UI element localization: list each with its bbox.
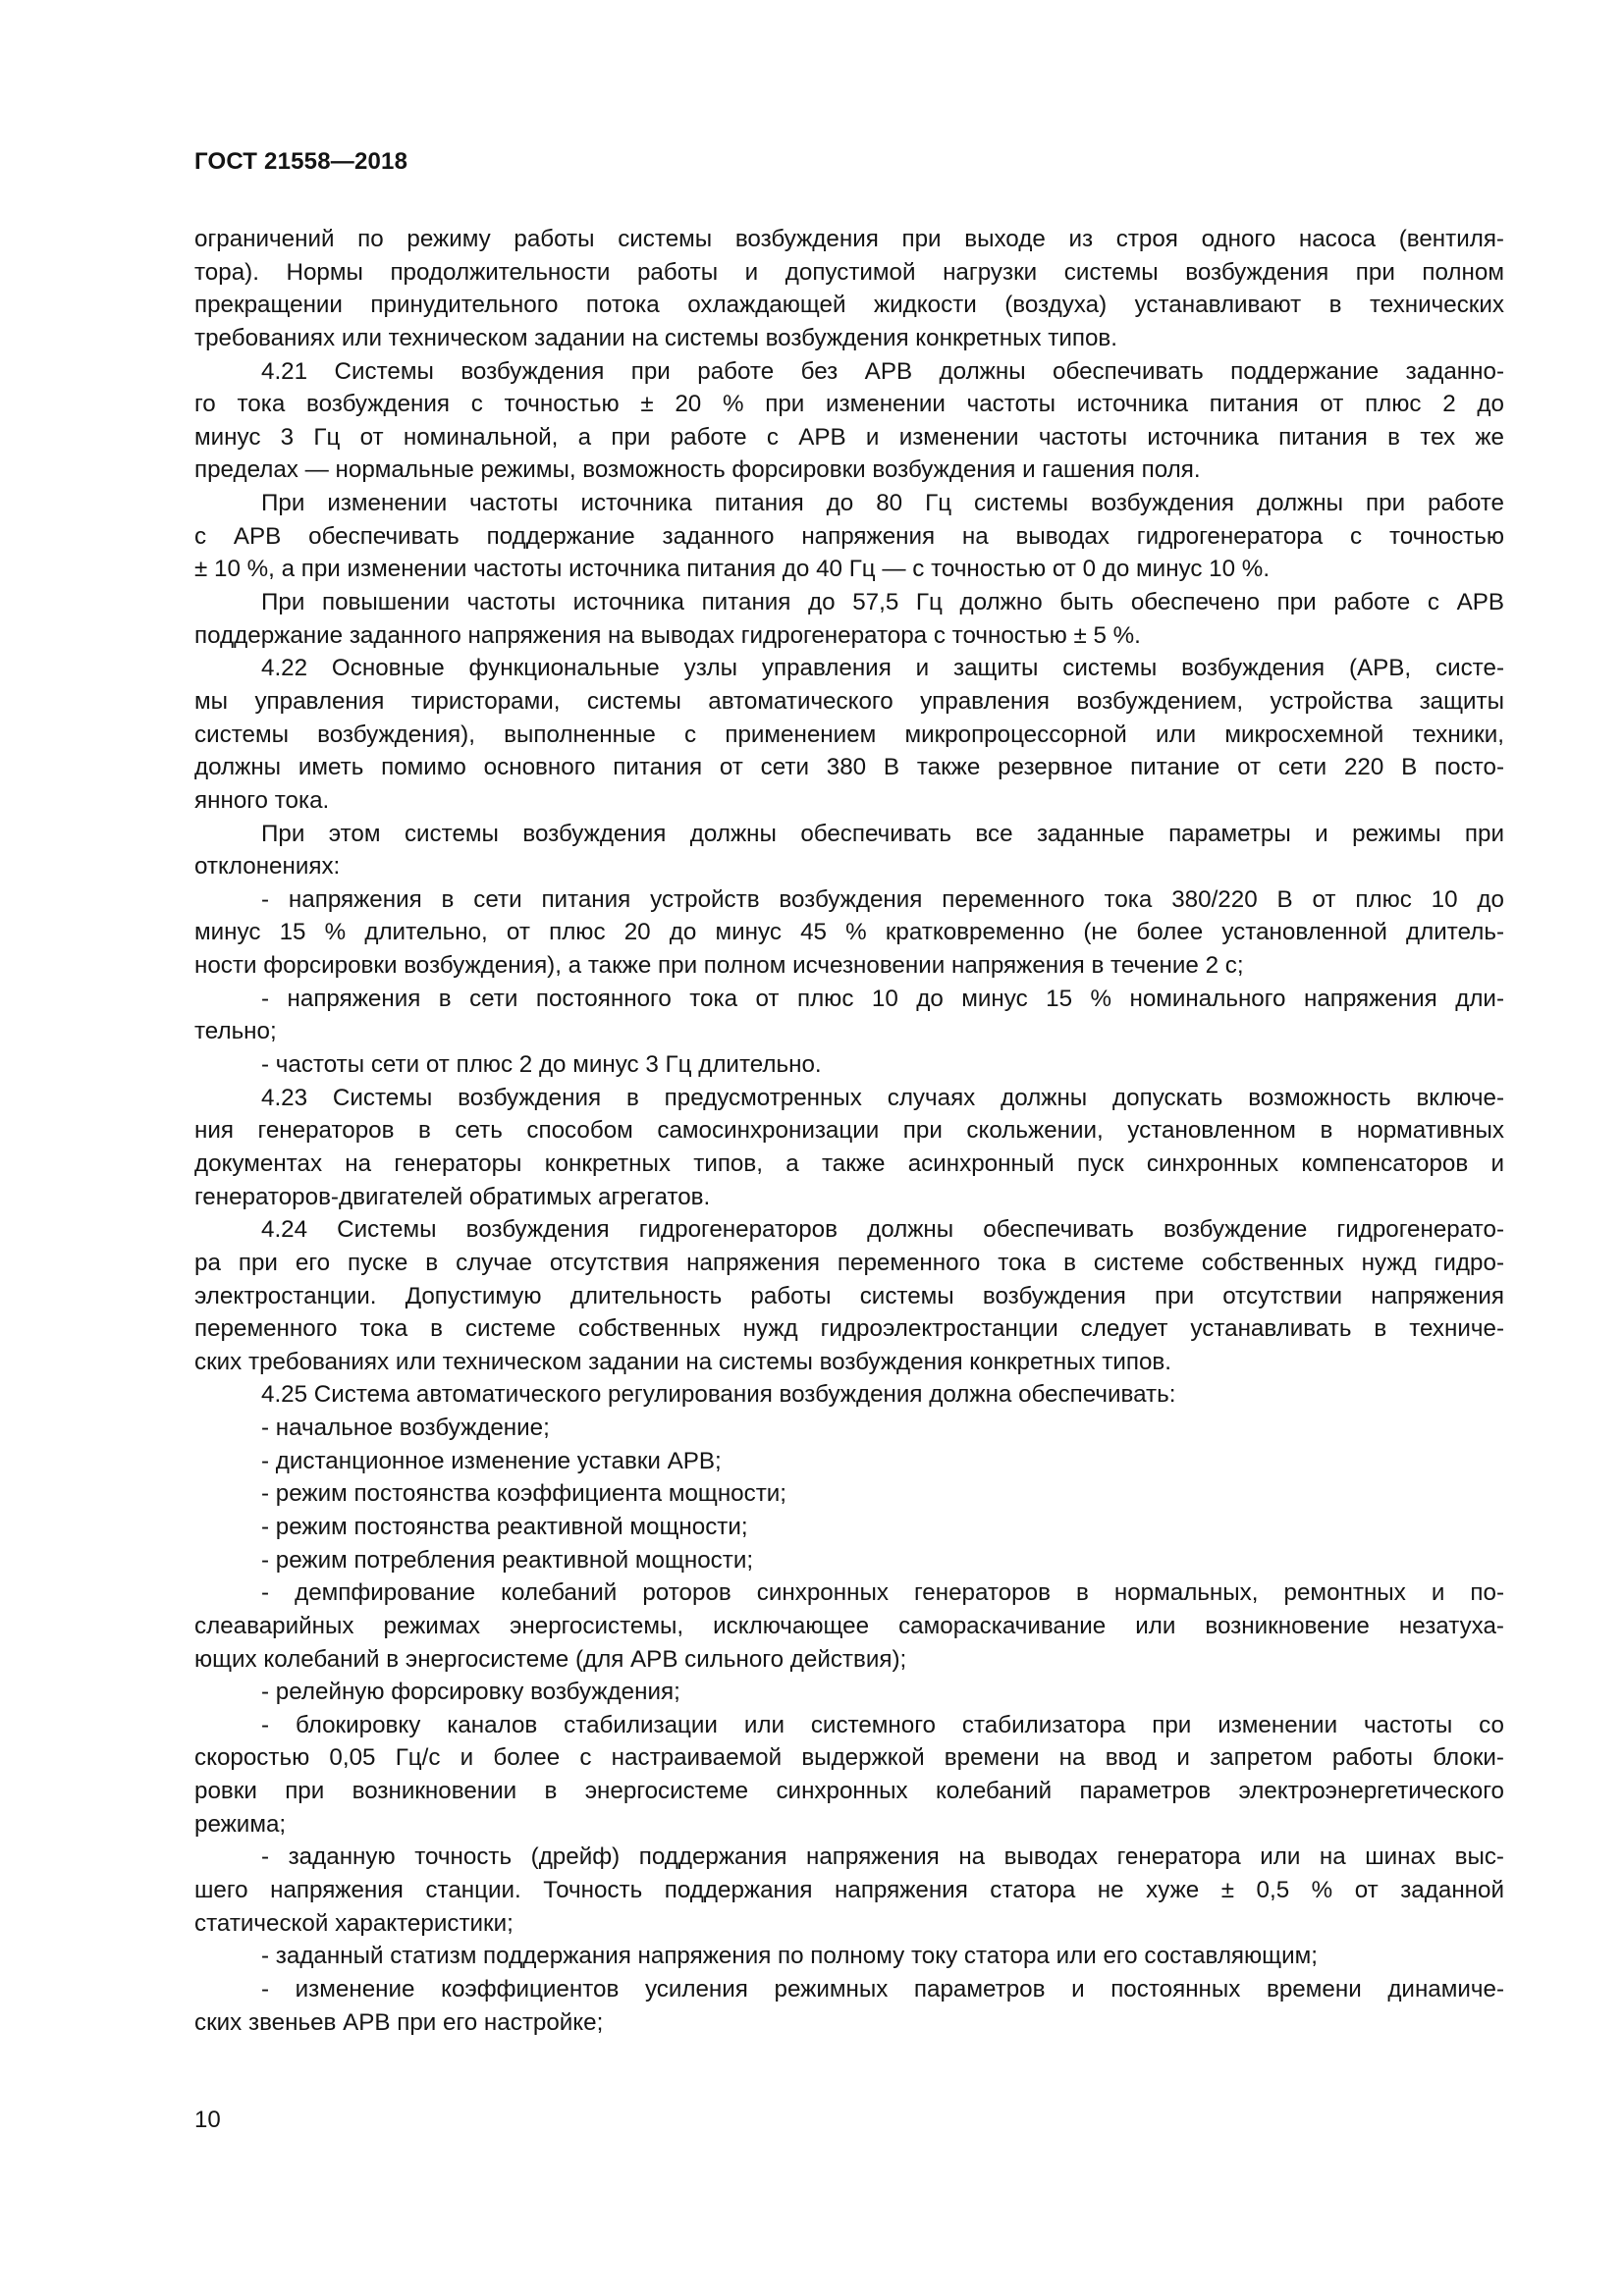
text-line: режима; [194, 1810, 287, 1838]
text-line: - режим постоянства реактивной мощности; [261, 1513, 748, 1540]
text-line: пределах — нормальные режимы, возможность форсировки возбуждения и гашения поля. [194, 456, 1201, 484]
text-line: 4.24 Системы возбуждения гидрогенераторов должны обеспечивать возбуждение гидрогенерато- [261, 1216, 1504, 1244]
text-line: При изменении частоты источника питания до 80 Гц системы возбуждения должны при работе [261, 490, 1504, 517]
text-line: генераторов-двигателей обратимых агрегатов. [194, 1183, 711, 1210]
text-line: - напряжения в сети постоянного тока от плюс 10 до минус 15 % номинального напряжения дли- [261, 985, 1504, 1012]
text-line: скоростью 0,05 Гц/с и более с настраиваемой выдержкой времени на ввод и запретом работы блоки- [194, 1744, 1504, 1772]
text-line: - блокировку каналов стабилизации или системного стабилизатора при изменении частоты со [261, 1711, 1504, 1738]
document-body [194, 223, 1504, 2039]
text-line: ских требованиях или техническом задании на системы возбуждения конкретных типов. [194, 1348, 1171, 1375]
text-line: янного тока. [194, 786, 330, 814]
text-line: с АРВ обеспечивать поддержание заданного напряжения на выводах гидрогенератора с точностью [194, 522, 1504, 550]
text-line: го тока возбуждения с точностью ± 20 % при изменении частоты источника питания от плюс 2 до [194, 391, 1504, 418]
text-line: При этом системы возбуждения должны обеспечивать все заданные параметры и режимы при [261, 820, 1504, 847]
text-line: 4.21 Системы возбуждения при работе без АРВ должны обеспечивать поддержание заданно- [261, 357, 1504, 385]
text-line: ± 10 %, а при изменении частоты источника питания до 40 Гц — с точностью от 0 до минус 10 %. [194, 556, 1271, 583]
text-line: ских звеньев АРВ при его настройке; [194, 2008, 604, 2036]
text-line: - релейную форсировку возбуждения; [261, 1679, 680, 1706]
text-line: минус 3 Гц от номинальной, а при работе с АРВ и изменении частоты источника питания в тех же [194, 423, 1504, 451]
text-line: тельно; [194, 1018, 277, 1045]
text-line: слеаварийных режимах энергосистемы, исключающее самораскачивание или возникновение незатуха- [194, 1612, 1504, 1639]
text-line: 4.23 Системы возбуждения в предусмотренных случаях должны допускать возможность включе- [261, 1084, 1504, 1111]
page-number: 10 [194, 2107, 221, 2133]
text-line: - демпфирование колебаний роторов синхронных генераторов в нормальных, ремонтных и по- [261, 1579, 1504, 1607]
text-line: минус 15 % длительно, от плюс 20 до минус 45 % кратковременно (не более установленной длитель- [194, 919, 1504, 946]
text-line: - частоты сети от плюс 2 до минус 3 Гц длительно. [261, 1051, 822, 1079]
text-line: шего напряжения станции. Точность поддержания напряжения статора не хуже ± 0,5 % от заданной [194, 1877, 1504, 1904]
text-line: - дистанционное изменение уставки АРВ; [261, 1447, 722, 1474]
text-line: тора). Нормы продолжительности работы и допустимой нагрузки системы возбуждения при полном [194, 258, 1504, 286]
text-line: документах на генераторы конкретных типов, а также асинхронный пуск синхронных компенсаторов и [194, 1149, 1504, 1177]
text-line: ния генераторов в сеть способом самосинхронизации при скольжении, установленном в нормативных [194, 1117, 1504, 1145]
text-line: ности форсировки возбуждения), а также при полном исчезновении напряжения в течение 2 с; [194, 952, 1244, 980]
text-line: должны иметь помимо основного питания от сети 380 В также резервное питание от сети 220 В посто- [194, 754, 1504, 781]
text-line: - начальное возбуждение; [261, 1415, 550, 1442]
text-line: ограничений по режиму работы системы возбуждения при выходе из строя одного насоса (вентиля- [194, 226, 1504, 252]
text-line: - режим потребления реактивной мощности; [261, 1546, 754, 1574]
text-line: - режим постоянства коэффициента мощности; [261, 1480, 787, 1508]
text-line: мы управления тиристорами, системы автоматического управления возбуждением, устройства защиты [194, 687, 1504, 715]
text-line: - заданный статизм поддержания напряжения по полному току статора или его составляющим; [261, 1943, 1318, 1970]
text-line: прекращении принудительного потока охлаждающей жидкости (воздуха) устанавливают в технических [194, 292, 1504, 319]
text-line: ющих колебаний в энергосистеме (для АРВ сильного действия); [194, 1645, 907, 1673]
text-line: поддержание заданного напряжения на выводах гидрогенератора с точностью ± 5 %. [194, 621, 1141, 649]
text-line: При повышении частоты источника питания до 57,5 Гц должно быть обеспечено при работе с АРВ [261, 589, 1504, 616]
text-line: требованиях или техническом задании на системы возбуждения конкретных типов. [194, 324, 1117, 351]
text-line: ровки при возникновении в энергосистеме синхронных колебаний параметров электроэнергетического [194, 1778, 1504, 1805]
text-line: 4.22 Основные функциональные узлы управления и защиты системы возбуждения (АРВ, систе- [261, 655, 1504, 682]
document-header: ГОСТ 21558—2018 [194, 148, 408, 175]
text-line: отклонениях: [194, 853, 341, 881]
text-line: статической характеристики; [194, 1909, 514, 1937]
text-line: - напряжения в сети питания устройств возбуждения переменного тока 380/220 В от плюс 10 до [261, 885, 1504, 913]
text-line: - заданную точность (дрейф) поддержания напряжения на выводах генератора или на шинах выс- [261, 1843, 1504, 1871]
text-line: электростанции. Допустимую длительность работы системы возбуждения при отсутствии напряжения [194, 1282, 1504, 1309]
text-line: ра при его пуске в случае отсутствия напряжения переменного тока в системе собственных нужд гидро- [194, 1249, 1504, 1276]
text-line: 4.25 Система автоматического регулирования возбуждения должна обеспечивать: [261, 1381, 1176, 1409]
text-line: переменного тока в системе собственных нужд гидроэлектростанции следует устанавливать в техниче- [194, 1315, 1504, 1343]
text-line: - изменение коэффициентов усиления режимных параметров и постоянных времени динамиче- [261, 1975, 1504, 2002]
text-line: системы возбуждения), выполненные с применением микропроцессорной или микросхемной техники, [194, 721, 1504, 748]
